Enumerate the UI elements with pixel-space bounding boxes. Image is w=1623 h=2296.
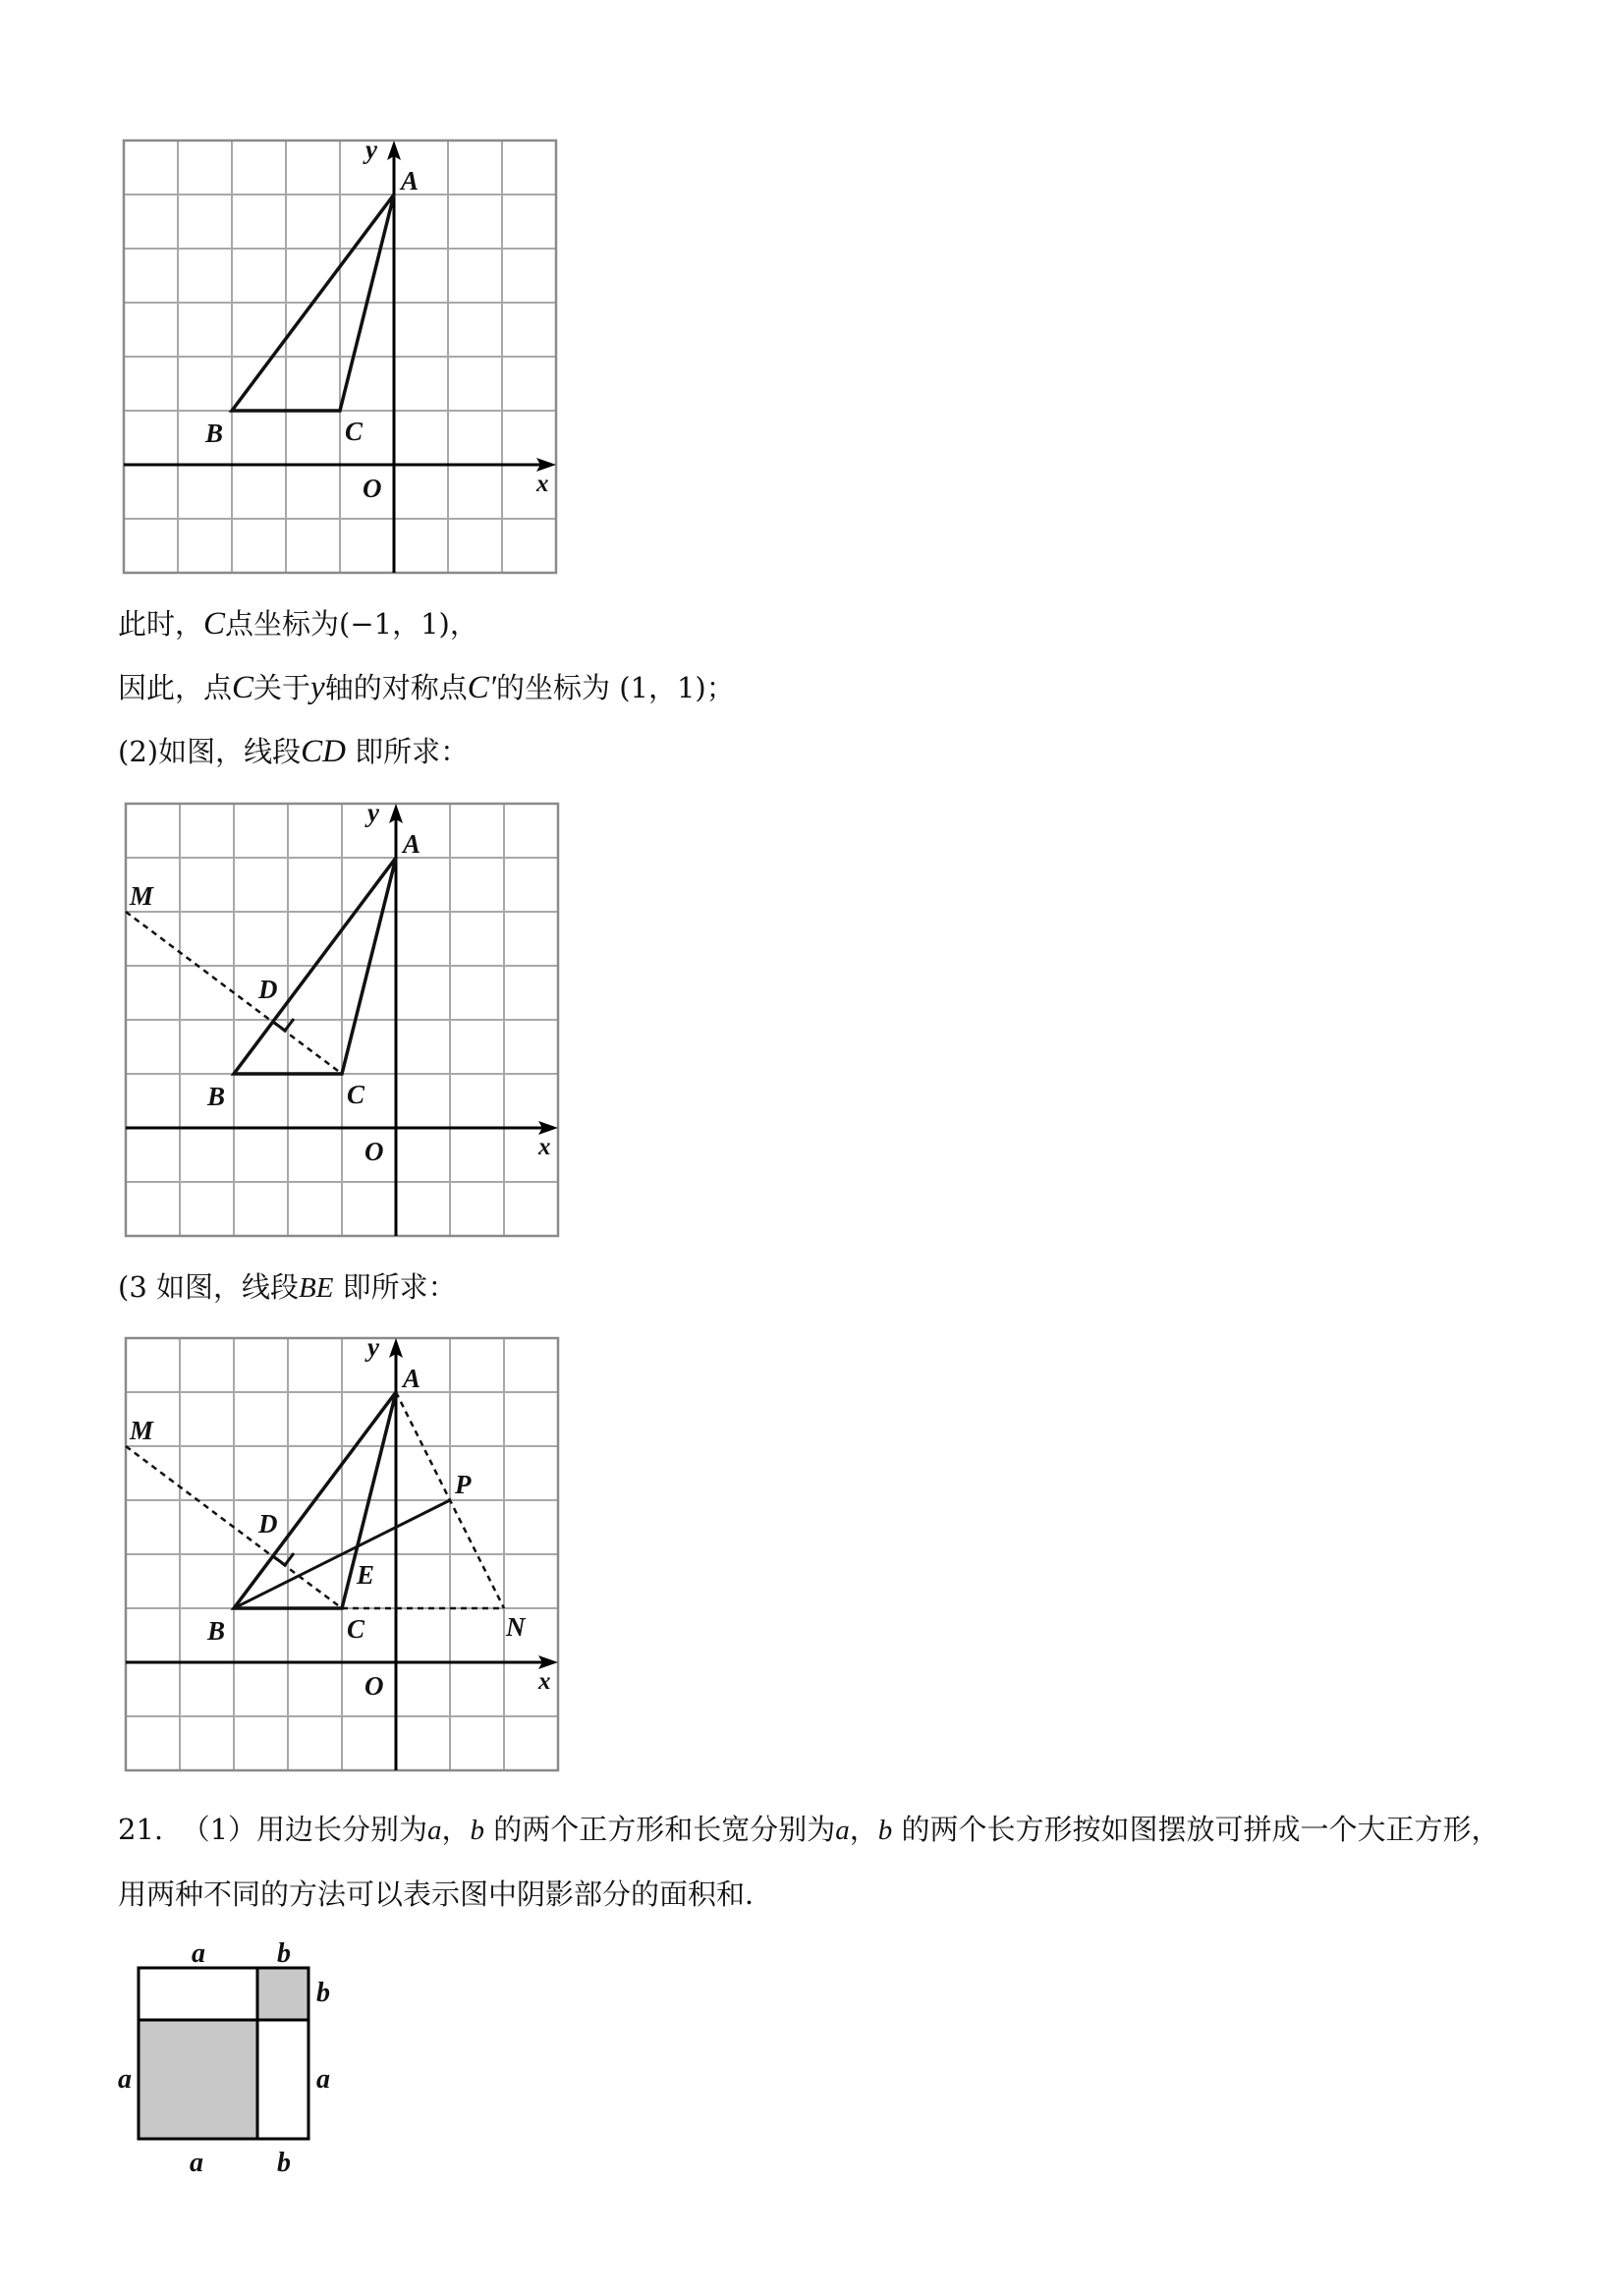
label-b: B <box>207 1616 226 1646</box>
label-b: B <box>207 1082 226 1111</box>
label-x: x <box>538 1134 551 1160</box>
label-y: y <box>367 798 379 827</box>
question-21-line-1: 21. （1）用边长分别为a，b 的两个正方形和长宽分别为a，b 的两个长方形按如图摆放可拼成一个大正方形， <box>118 1813 1500 1846</box>
grid-lines <box>126 804 558 1236</box>
label-top-a: a <box>192 1938 205 1969</box>
shaded-square-b <box>257 1968 308 2020</box>
label-o: O <box>364 1671 384 1701</box>
label-x: x <box>538 1668 551 1695</box>
label-m: M <box>130 1416 154 1445</box>
label-o: O <box>363 474 382 503</box>
label-bottom-b: b <box>277 2148 291 2178</box>
shaded-square-a <box>139 2020 257 2139</box>
label-p: P <box>455 1470 472 1499</box>
label-m: M <box>130 881 154 911</box>
label-c: C <box>347 1614 365 1644</box>
text-line-part-2: (2)如图，线段CD 即所求： <box>118 734 470 769</box>
label-n: N <box>506 1612 526 1642</box>
label-top-b: b <box>277 1938 291 1969</box>
label-c: C <box>345 417 364 446</box>
label-bottom-a: a <box>190 2148 203 2178</box>
coordinate-grid-figure-3 <box>126 1332 558 1776</box>
label-d: D <box>258 1509 278 1539</box>
grid-lines <box>124 140 556 573</box>
label-x: x <box>536 471 549 497</box>
label-a: A <box>403 1364 421 1393</box>
label-a: A <box>403 829 421 859</box>
text-line-c-coordinate: 此时，C点坐标为(−1，1)， <box>118 606 478 642</box>
label-c: C <box>347 1080 365 1109</box>
label-left-a: a <box>118 2064 132 2095</box>
coordinate-grid-figure-1 <box>124 135 556 579</box>
label-e: E <box>357 1560 375 1590</box>
question-21-line-2: 用两种不同的方法可以表示图中阴影部分的面积和． <box>118 1877 774 1911</box>
text-line-symmetric-point: 因此，点C关于y轴的对称点C′的坐标为 (1，1)； <box>118 670 735 705</box>
label-d: D <box>258 975 278 1004</box>
label-a: A <box>401 166 420 196</box>
label-y: y <box>367 1332 379 1362</box>
label-y: y <box>365 135 377 164</box>
label-right-b: b <box>316 1978 330 2008</box>
coordinate-grid-figure-2 <box>126 798 558 1242</box>
label-o: O <box>364 1137 384 1166</box>
label-b: B <box>205 419 224 448</box>
square-area-figure <box>113 1935 349 2181</box>
text-line-part-3: (3 如图，线段BE 即所求： <box>118 1270 457 1304</box>
label-right-a: a <box>316 2064 330 2095</box>
